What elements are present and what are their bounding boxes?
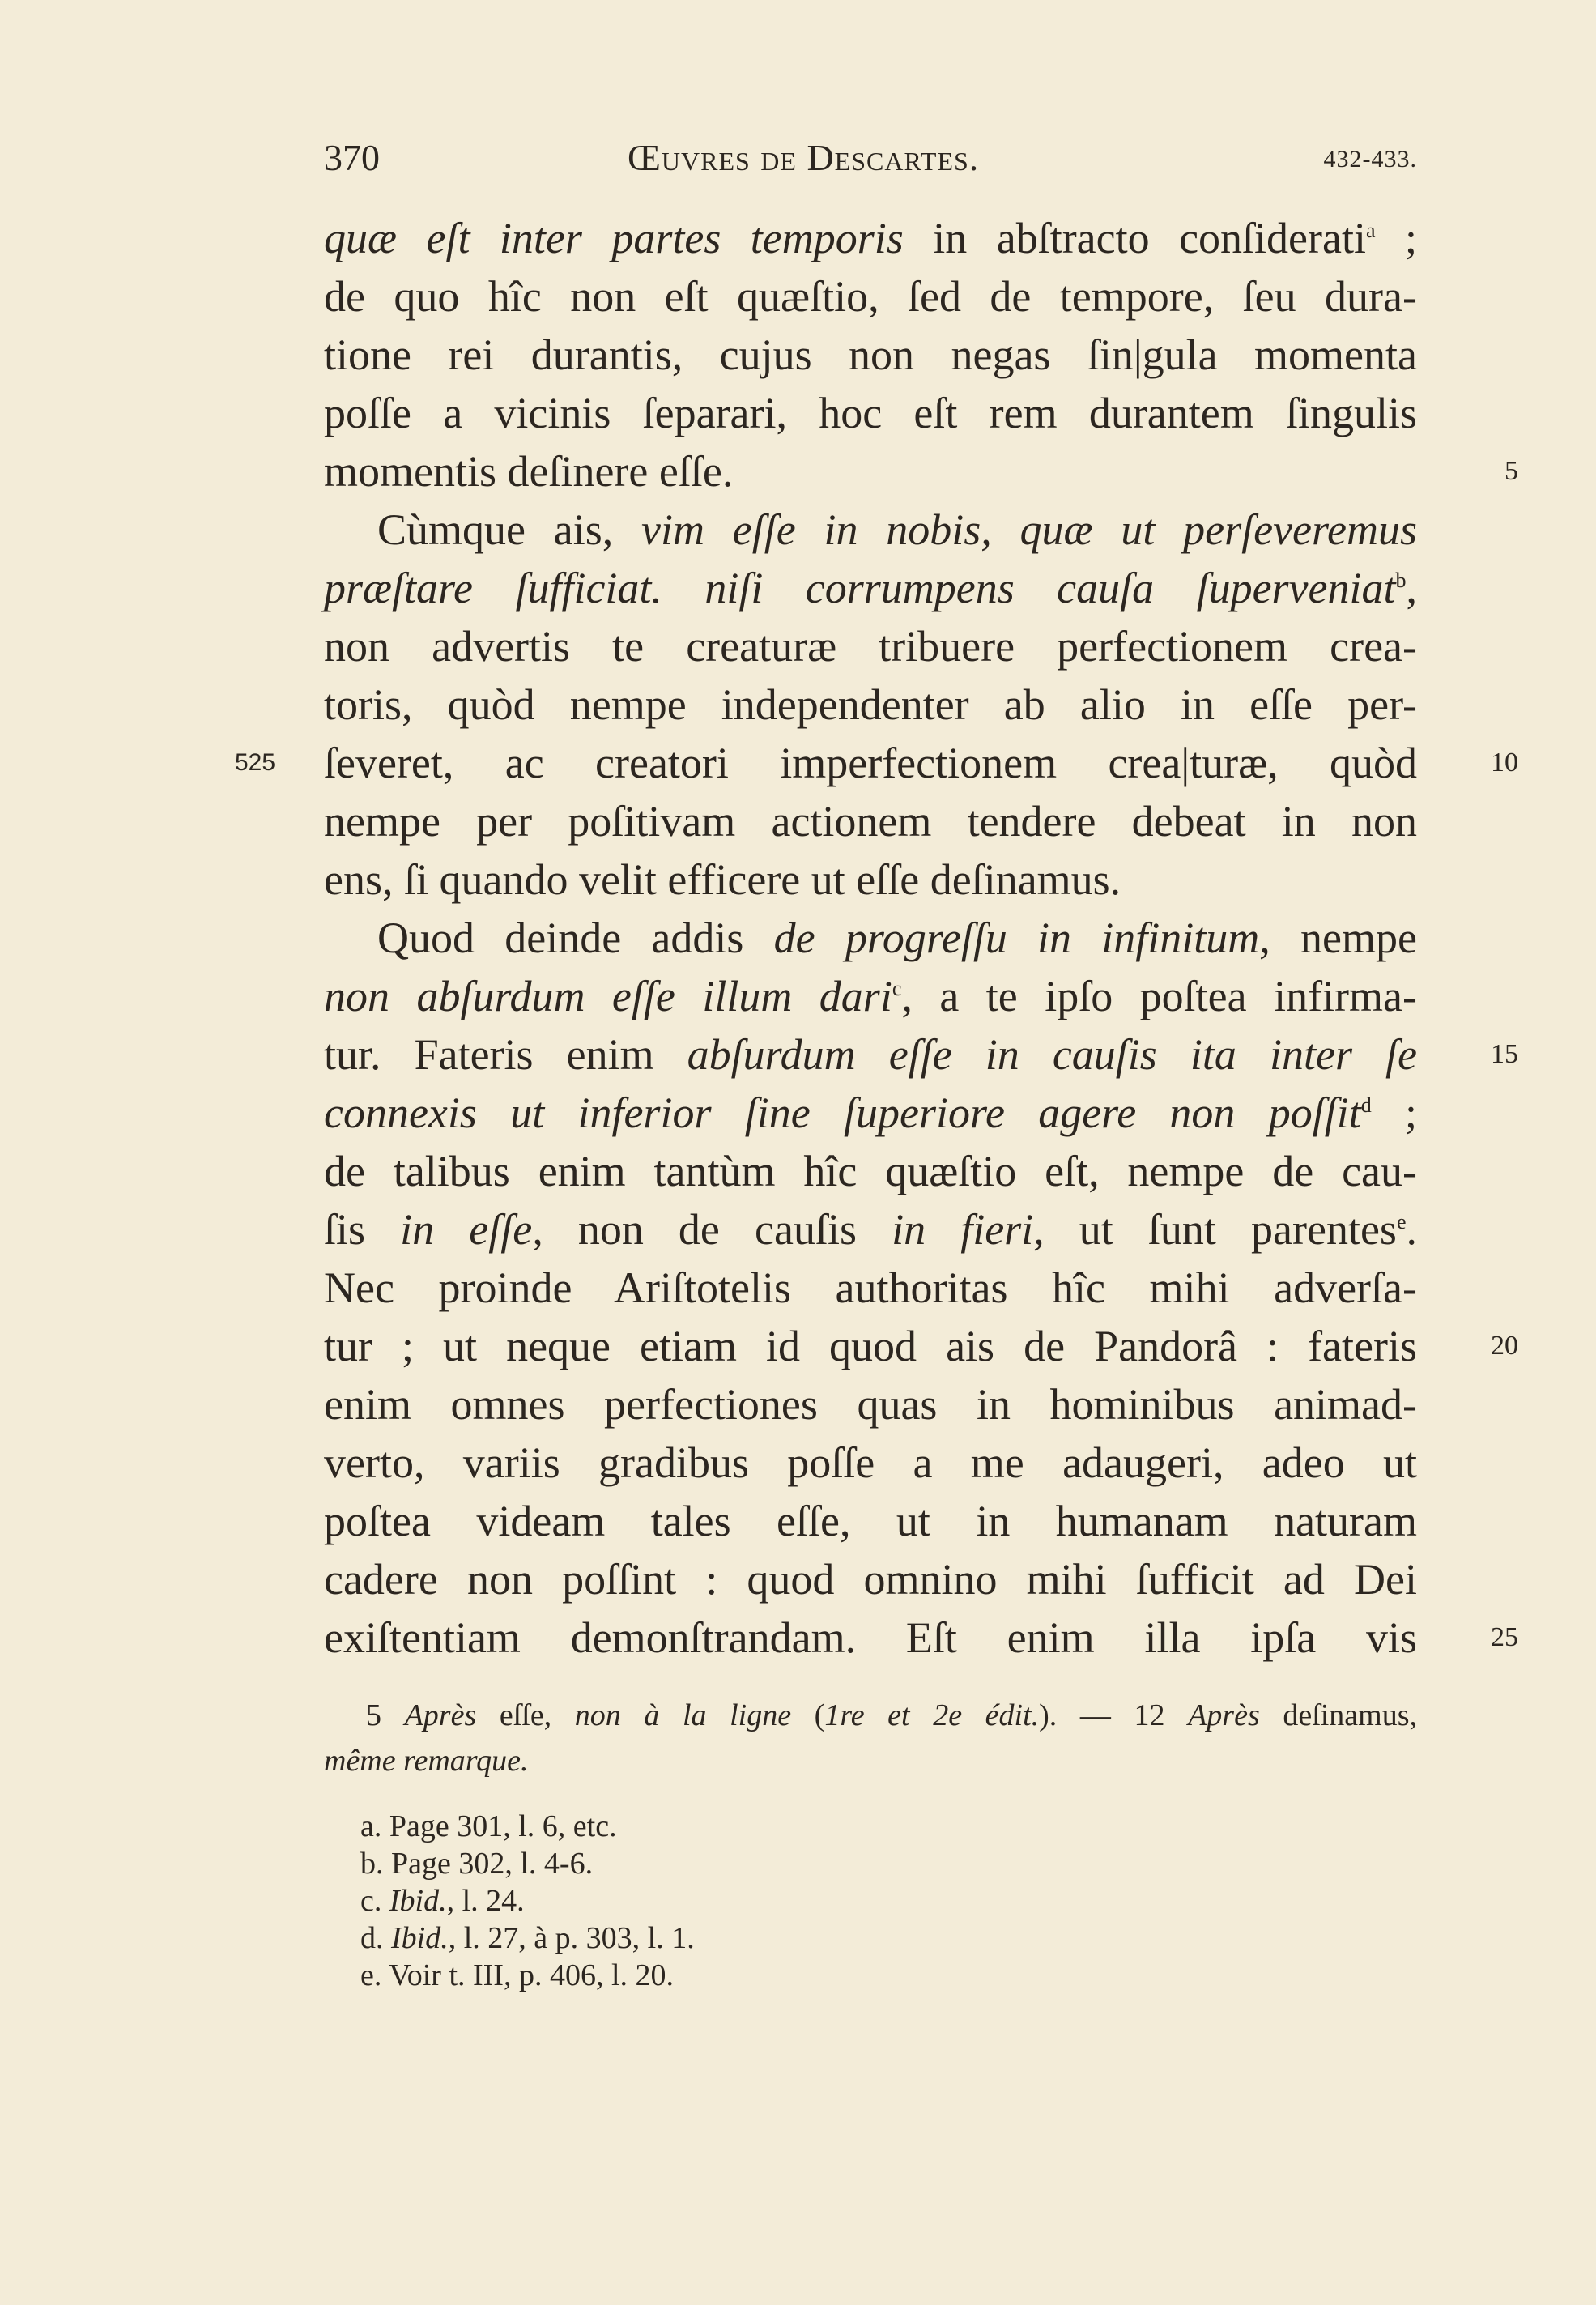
- italic-text: in fieri,: [892, 1205, 1045, 1254]
- text: momentis deſinere eſſe.: [324, 447, 734, 496]
- text: ſis: [324, 1205, 401, 1254]
- text: Quod deinde addis: [377, 914, 774, 962]
- edition-page-range: 432-433.: [1323, 146, 1417, 173]
- italic-text: præſtare ſufficiat. niſi corrumpens cauſa ſuperveniat: [324, 564, 1396, 612]
- text: toris, quòd nempe independenter ab alio in eſſe per-: [324, 680, 1417, 729]
- text: tur. Fateris enim: [324, 1030, 687, 1079]
- footnote-text: Voir t. III, p. 406, l. 20.: [389, 1958, 675, 1992]
- italic-text: abſurdum eſſe in cauſis ita inter ſe: [687, 1030, 1417, 1079]
- footnote-label: c.: [360, 1884, 389, 1918]
- text: in abſtracto conſiderati: [903, 214, 1366, 262]
- text-line: [324, 1434, 1417, 1492]
- footnote-label: e.: [360, 1958, 389, 1992]
- footnote-text: , l. 27, à p. 303, l. 1.: [448, 1921, 695, 1955]
- variant-notes: [324, 1693, 1417, 1783]
- text: tur ; ut neque etiam id quod ais de Pandorâ : fateris: [324, 1322, 1417, 1370]
- footnote-ref: b: [1395, 569, 1407, 592]
- text-line: [324, 1317, 1518, 1375]
- text: non de cauſis: [543, 1205, 892, 1254]
- text: ;: [1371, 1089, 1417, 1137]
- edition-page-marker: 525: [235, 749, 276, 776]
- text-line: [324, 384, 1417, 442]
- line-number: 10: [1491, 748, 1518, 778]
- text: Cùmque ais,: [377, 505, 642, 554]
- variant-note-line: [324, 1693, 1417, 1738]
- text: nempe per poſitivam actionem tendere debeat in non: [324, 797, 1417, 846]
- italic-text: Ibid.: [389, 1884, 447, 1918]
- text: poſſe a vicinis ſeparari, hoc eſt rem durantem ſingulis: [324, 389, 1417, 437]
- text-line: [324, 1259, 1417, 1317]
- text-line: [324, 442, 1518, 501]
- text-line: [324, 1550, 1417, 1608]
- text-line: [324, 1492, 1417, 1550]
- text: , a te ipſo poſtea infirma-: [901, 972, 1417, 1020]
- text-line: [324, 1084, 1417, 1142]
- text: non advertis te creaturæ tribuere perfectionem crea-: [324, 622, 1417, 671]
- text-line: [324, 209, 1417, 267]
- text-line: [324, 559, 1417, 617]
- text: ens, ſi quando velit efficere ut eſſe deſinamus.: [324, 855, 1121, 904]
- page-number: 370: [324, 137, 380, 178]
- italic-text: quæ eſt inter partes temporis: [324, 214, 904, 262]
- text-line: [324, 501, 1417, 559]
- text: ut ſunt parentes: [1044, 1205, 1397, 1254]
- footnote: [360, 1808, 1089, 1845]
- text-line: [235, 734, 1518, 792]
- footnote: [360, 1957, 1089, 1994]
- footnote-ref: d: [1360, 1093, 1372, 1117]
- footnote: [360, 1845, 1089, 1882]
- footnote-ref: c: [892, 977, 902, 1000]
- text-line: [324, 326, 1417, 384]
- text-line: [324, 1608, 1518, 1667]
- footnote: [360, 1919, 1089, 1957]
- text: poſtea videam tales eſſe, ut in humanam naturam: [324, 1497, 1417, 1545]
- text: cadere non poſſint : quod omnino mihi ſufficit ad Dei: [324, 1555, 1417, 1604]
- text-line: [324, 617, 1417, 675]
- text: eſſe,: [476, 1698, 575, 1732]
- text: de quo hîc non eſt quæſtio, ſed de tempore, ſeu dura-: [324, 272, 1417, 321]
- running-header: [324, 130, 1417, 186]
- italic-text: connexis ut inferior ſine ſuperiore agere non poſſit: [324, 1089, 1361, 1137]
- text-line: [324, 1142, 1417, 1200]
- footnote-text: Page 302, l. 4-6.: [391, 1847, 594, 1881]
- text-line: [324, 267, 1417, 326]
- footnote-label: b.: [360, 1847, 391, 1881]
- text: ſeveret, ac creatori imperfectionem crea|turæ, quòd: [324, 739, 1417, 787]
- text: nempe: [1270, 914, 1417, 962]
- text-line: [324, 1375, 1417, 1434]
- text: ). — 12: [1039, 1698, 1189, 1732]
- italic-text: non à la ligne: [574, 1698, 792, 1732]
- footnote: [360, 1882, 1089, 1919]
- text: ,: [1406, 564, 1417, 612]
- text-line: [324, 909, 1417, 967]
- italic-text: 1re et 2e édit.: [824, 1698, 1040, 1732]
- italic-text: in eſſe,: [400, 1205, 543, 1254]
- text: 5: [366, 1698, 405, 1732]
- footnote-text: , l. 24.: [446, 1884, 525, 1918]
- footnote-text: Page 301, l. 6, etc.: [389, 1809, 617, 1843]
- line-number: 20: [1491, 1331, 1518, 1361]
- italic-text: Après: [404, 1698, 477, 1732]
- text: (: [791, 1698, 825, 1732]
- italic-text: de progreſſu in infinitum,: [773, 914, 1270, 962]
- text-line: [324, 1025, 1518, 1084]
- text: Nec proinde Ariſtotelis authoritas hîc mihi adverſa-: [324, 1263, 1417, 1312]
- text-line: [324, 675, 1417, 734]
- line-number: 15: [1491, 1039, 1518, 1069]
- footnote-ref: e: [1396, 1210, 1407, 1233]
- italic-text: vim eſſe in nobis, quæ ut perſeveremus: [641, 505, 1417, 554]
- text-line: [324, 850, 1417, 909]
- text: tione rei durantis, cujus non negas ſin|gula momenta: [324, 330, 1417, 379]
- text: ;: [1375, 214, 1417, 262]
- text: exiſtentiam demonſtrandam. Eſt enim illa ipſa vis: [324, 1613, 1417, 1662]
- variant-note-line: même remarque.: [324, 1744, 529, 1778]
- running-title: Œuvres de Descartes.: [628, 137, 980, 178]
- footnotes: [360, 1808, 1089, 1994]
- text: de talibus enim tantùm hîc quæſtio eſt, nempe de cau-: [324, 1147, 1417, 1195]
- italic-text: non abſurdum eſſe illum dari: [324, 972, 892, 1020]
- text: .: [1406, 1205, 1417, 1254]
- italic-text: Après: [1188, 1698, 1260, 1732]
- text: enim omnes perfectiones quas in hominibus animad-: [324, 1380, 1417, 1429]
- line-number: 5: [1504, 456, 1518, 486]
- text-line: [324, 967, 1417, 1025]
- text: deſinamus,: [1259, 1698, 1418, 1732]
- text: verto, variis gradibus poſſe a me adaugeri, adeo ut: [324, 1438, 1417, 1487]
- footnote-label: a.: [360, 1809, 389, 1843]
- line-number: 25: [1491, 1622, 1518, 1652]
- text-line: [324, 1200, 1417, 1259]
- italic-text: Ibid.: [391, 1921, 449, 1955]
- main-text: [235, 209, 1518, 1667]
- text-line: [324, 792, 1417, 850]
- footnote-label: d.: [360, 1921, 391, 1955]
- footnote-ref: a: [1365, 219, 1376, 242]
